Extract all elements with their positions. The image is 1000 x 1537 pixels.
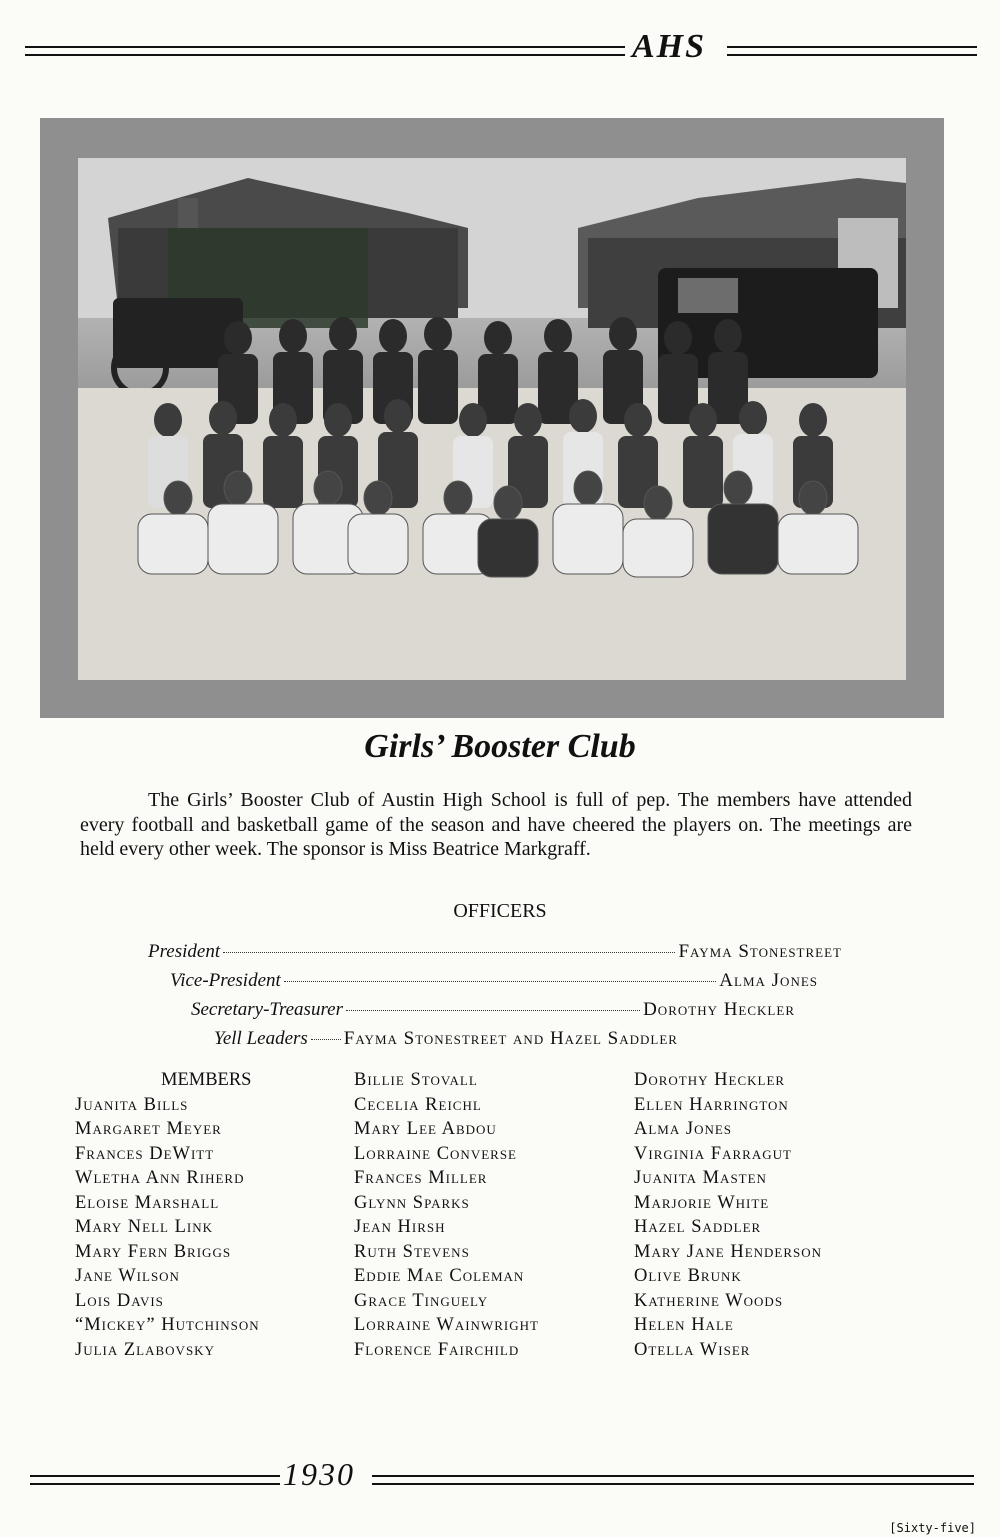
member-name: Juanita Masten — [634, 1168, 767, 1188]
member-name: Olive Brunk — [634, 1266, 742, 1286]
member-name: Jean Hirsh — [354, 1217, 446, 1237]
leader-dots — [346, 1010, 640, 1011]
member-name: Wletha Ann Riherd — [75, 1168, 245, 1188]
member-name: Lois Davis — [75, 1290, 164, 1311]
page-number: [Sixty-five] — [889, 1521, 976, 1535]
member-name: Mary Fern Briggs — [75, 1241, 232, 1262]
officer-title: Vice-President — [170, 970, 281, 991]
officer-name: Dorothy Heckler — [643, 999, 795, 1020]
officer-row-president — [148, 941, 842, 963]
member-name: Billie Stovall — [354, 1070, 478, 1090]
header-rule-left — [25, 46, 625, 56]
header-title: AHS — [632, 28, 707, 65]
member-name: Frances Miller — [354, 1168, 488, 1188]
member-name: Katherine Woods — [634, 1290, 784, 1311]
officer-title: President — [148, 941, 221, 962]
member-name: Ruth Stevens — [354, 1241, 470, 1262]
member-name: Glynn Sparks — [354, 1192, 470, 1213]
member-name: Eddie Mae Coleman — [354, 1266, 525, 1286]
officer-name: Alma Jones — [719, 970, 818, 991]
member-name: Mary Jane Henderson — [634, 1241, 823, 1262]
footer-year: 1930 — [283, 1456, 355, 1492]
member-name: Helen Hale — [634, 1315, 734, 1335]
officers-heading: OFFICERS — [453, 900, 547, 922]
group-photo — [78, 158, 906, 680]
leader-dots — [311, 1039, 341, 1040]
member-name: Otella Wiser — [634, 1339, 751, 1360]
officer-name: Fayma Stonestreet — [678, 941, 842, 962]
member-name: Florence Fairchild — [354, 1339, 520, 1360]
member-name: Frances DeWitt — [75, 1143, 215, 1164]
member-name: “Mickey” Hutchinson — [75, 1315, 260, 1335]
member-name: Lorraine Converse — [354, 1143, 517, 1164]
member-name: Jane Wilson — [75, 1266, 180, 1286]
member-name: Eloise Marshall — [75, 1192, 220, 1213]
officer-row-yell-leaders — [214, 1028, 774, 1050]
officer-title: Secretary-Treasurer — [191, 999, 343, 1020]
group-photo-illustration — [78, 158, 906, 680]
member-name: Grace Tinguely — [354, 1290, 489, 1311]
member-name: Marjorie White — [634, 1192, 770, 1213]
officer-row-secretary-treasurer — [191, 999, 795, 1021]
member-name: Alma Jones — [634, 1119, 733, 1139]
member-name: Julia Zlabovsky — [75, 1339, 215, 1360]
photo-frame — [40, 118, 944, 718]
officer-row-vice-president — [170, 970, 818, 992]
footer-rule-left — [30, 1475, 280, 1485]
member-name: Cecelia Reichl — [354, 1094, 482, 1115]
member-name: Mary Nell Link — [75, 1217, 214, 1237]
club-title: Girls’ Booster Club — [364, 728, 636, 765]
member-name: Dorothy Heckler — [634, 1070, 786, 1090]
officer-title: Yell Leaders — [214, 1028, 308, 1049]
club-intro: The Girls’ Booster Club of Austin High School is full of pep. The members have attended every football and basketball game of the season and have cheered the players on. The meetings are held every other week. The sponsor is Miss Beatrice Markgraff. — [80, 789, 912, 860]
leader-dots — [284, 981, 717, 982]
members-column-1 — [75, 1068, 260, 1362]
member-name: Juanita Bills — [75, 1094, 189, 1115]
officer-name: Fayma Stonestreet and Hazel Saddler — [343, 1028, 678, 1049]
member-name: Margaret Meyer — [75, 1119, 222, 1139]
member-name: Virginia Farragut — [634, 1143, 792, 1164]
footer-rule-right — [372, 1475, 974, 1485]
leader-dots — [223, 952, 675, 953]
members-column-3 — [634, 1068, 822, 1362]
member-name: Ellen Harrington — [634, 1094, 789, 1115]
member-name: Hazel Saddler — [634, 1217, 762, 1237]
members-column-2 — [354, 1068, 539, 1362]
member-name: Lorraine Wainwright — [354, 1315, 539, 1335]
header-rule-right — [727, 46, 977, 56]
members-heading: MEMBERS — [161, 1070, 252, 1090]
member-name: Mary Lee Abdou — [354, 1119, 497, 1139]
